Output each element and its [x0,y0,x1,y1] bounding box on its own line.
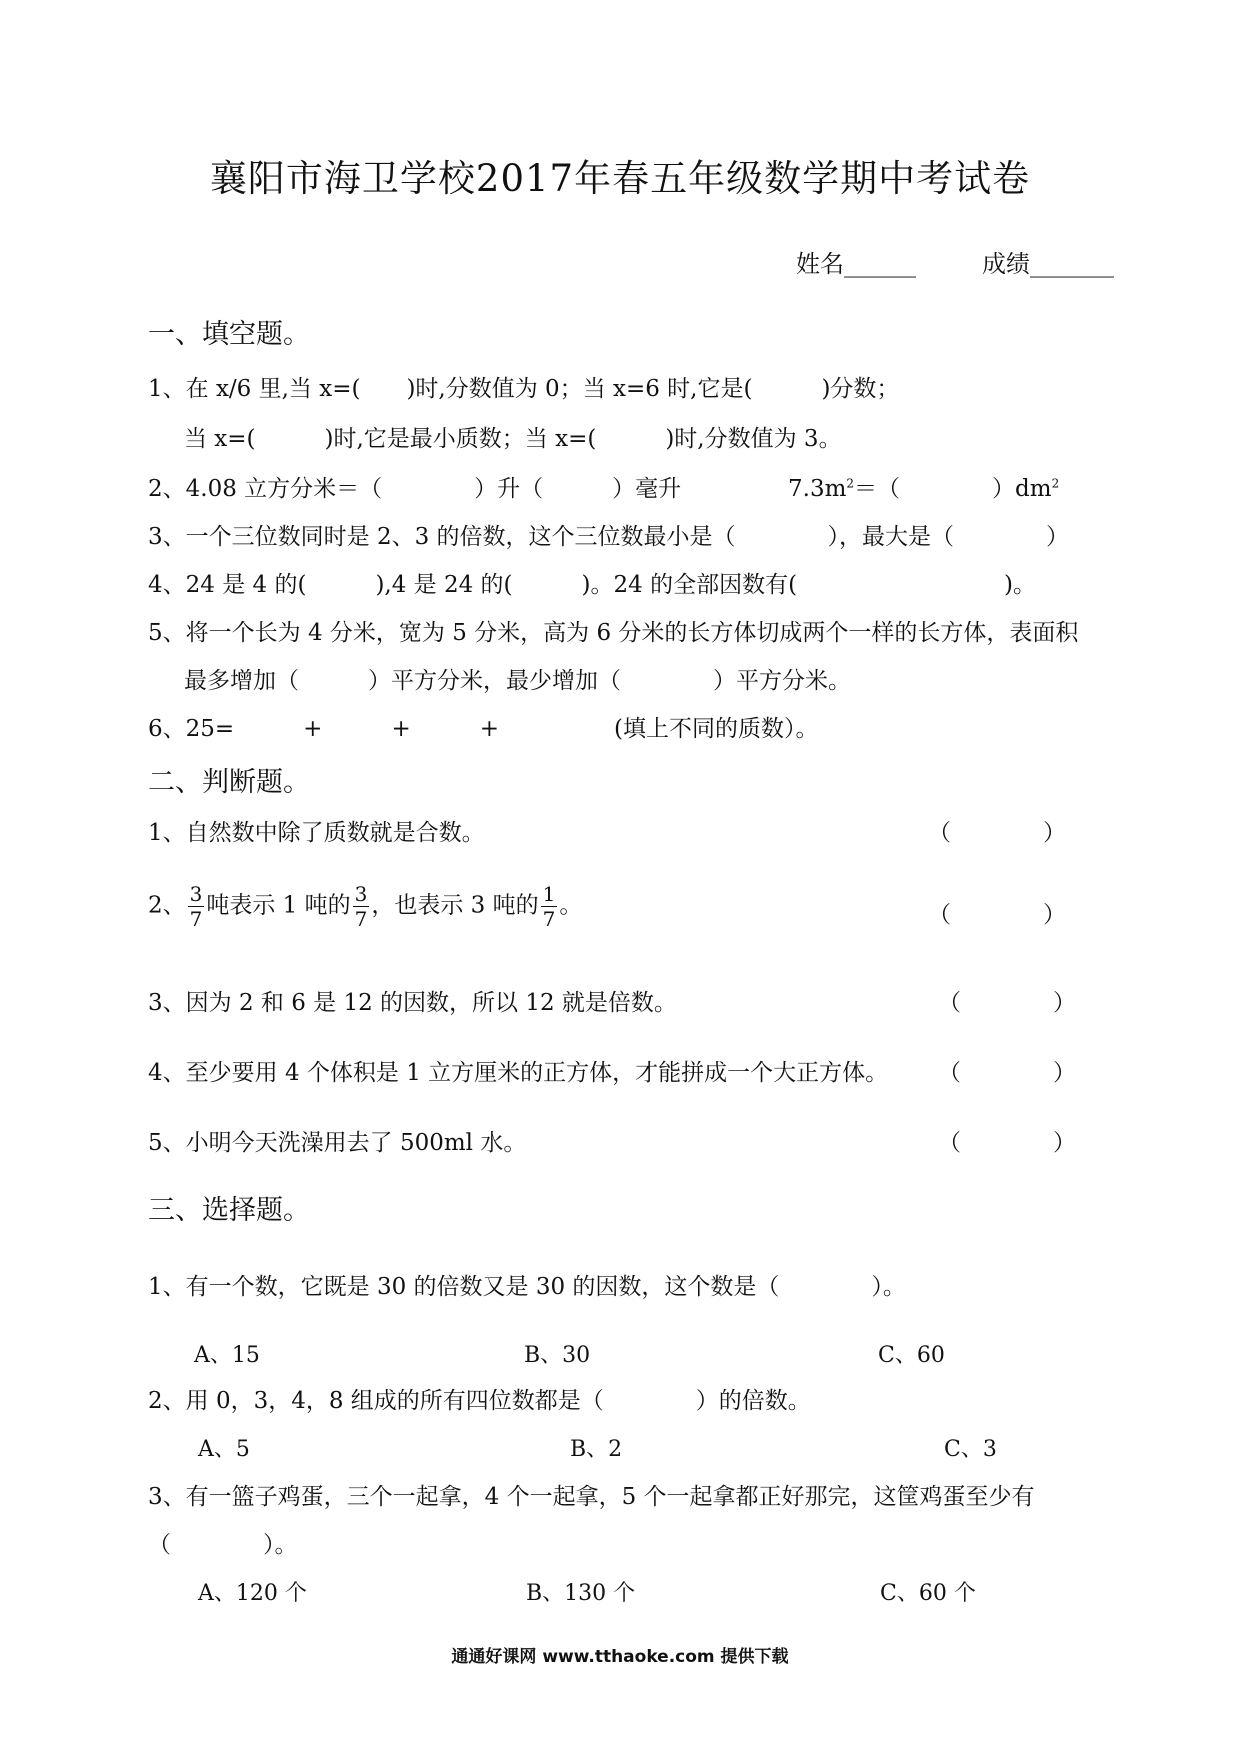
fill-question-1b: 当 x=( )时,它是最小质数；当 x=( )时,分数值为 3。 [184,426,842,452]
choose-2-option-a: A、5 [198,1437,250,1462]
judge-question-4: 4、至少要用 4 个体积是 1 立方厘米的正方体，才能拼成一个大正方体。 [148,1060,889,1086]
choose-2-option-c: C、3 [944,1437,997,1462]
superscript-2: 2 [846,476,855,491]
fraction-numerator: 3 [189,882,203,906]
fraction-numerator: 3 [354,882,368,906]
fraction-3-7 [188,882,205,931]
choose-question-2: 2、用 0，3，4，8 组成的所有四位数都是（ ）的倍数。 [148,1388,811,1414]
judge-answer-paren-4: （ ） [938,1060,1076,1086]
fraction-denominator: 7 [542,907,556,931]
judge-answer-paren-3: （ ） [938,990,1076,1016]
choose-1-option-c: C、60 [878,1343,945,1368]
section-judge-heading: 二、判断题。 [148,767,310,798]
judge-question-2-text1: 吨表示 1 吨的 [206,892,351,919]
judge-question-5: 5、小明今天洗澡用去了 500ml 水。 [148,1130,527,1156]
fill-question-3: 3、一个三位数同时是 2、3 的倍数，这个三位数最小是（ ），最大是（ ） [148,524,1070,550]
judge-question-2-prefix: 2、 [148,892,186,919]
fill-question-2: 2、4.08 立方分米＝（ ）升（ ）毫升 [148,476,682,502]
choose-3-option-b: B、130 个 [526,1581,636,1606]
choose-1-option-a: A、15 [194,1343,260,1368]
judge-answer-paren-5: （ ） [938,1130,1076,1156]
page-title: 襄阳市海卫学校2017年春五年级数学期中考试卷 [209,157,1031,200]
score-field-label: 成绩_______ [982,250,1114,278]
choose-2-option-b: B、2 [570,1437,623,1462]
fill-question-5a: 5、将一个长为 4 分米，宽为 5 分米，高为 6 分米的长方体切成两个一样的长方体，表面积 [148,620,1079,646]
fraction-denominator: 7 [189,907,203,931]
name-field-label: 姓名______ [796,250,916,278]
fraction-numerator: 1 [542,882,556,906]
judge-question-2-text2: ，也表示 3 吨的 [371,892,539,919]
judge-question-2 [148,882,582,931]
section-fill-heading: 一、填空题。 [148,319,310,350]
judge-question-2-text3: 。 [559,892,583,919]
choose-3-option-c: C、60 个 [880,1581,976,1606]
judge-answer-paren-1: （ ） [928,820,1066,846]
judge-question-3: 3、因为 2 和 6 是 12 的因数，所以 12 就是倍数。 [148,990,677,1016]
footer-download-note: 通通好课网 www.tthaoke.com 提供下载 [451,1647,789,1667]
fraction-1-7 [541,882,558,931]
fill-question-4: 4、24 是 4 的( ),4 是 24 的( )。24 的全部因数有( )。 [148,572,1037,598]
choose-question-3b: （ ）。 [148,1532,298,1558]
judge-answer-paren-2: （ ） [928,902,1066,928]
judge-question-1: 1、自然数中除了质数就是合数。 [148,820,485,846]
fill-question-6: 6、25= + + + (填上不同的质数）。 [148,716,819,742]
fraction-3-7-second [353,882,370,931]
fill-question-2b-rest: ＝（ ）dm [854,476,1052,502]
fill-question-2b [788,470,1059,503]
choose-1-option-b: B、30 [524,1343,591,1368]
choose-question-3a: 3、有一篮子鸡蛋，三个一起拿，4 个一起拿，5 个一起拿都正好那完，这筐鸡蛋至少有 [148,1484,1035,1510]
fraction-denominator: 7 [354,907,368,931]
superscript-2b: 2 [1051,476,1060,491]
choose-3-option-a: A、120 个 [198,1581,307,1606]
fill-question-1a: 1、在 x/6 里,当 x=( )时,分数值为 0；当 x=6 时,它是( )分数； [148,376,900,402]
section-choose-heading: 三、选择题。 [148,1195,310,1226]
fill-question-2b-value: 7.3m [788,476,847,502]
choose-question-1: 1、有一个数，它既是 30 的倍数又是 30 的因数，这个数是（ ）。 [148,1274,906,1300]
fill-question-5b: 最多增加（ ）平方分米，最少增加（ ）平方分米。 [184,668,851,694]
